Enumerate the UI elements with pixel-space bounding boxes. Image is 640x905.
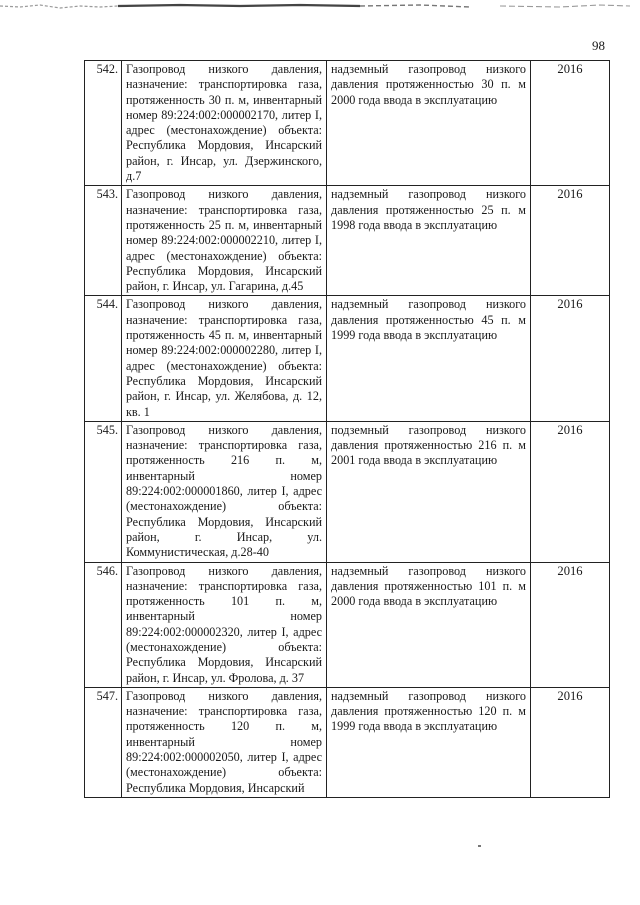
row-number: 545. — [85, 421, 122, 562]
page-number: 98 — [592, 38, 605, 53]
table-row — [85, 61, 610, 186]
object-description: подземный газопровод низкого давления протяженностью 216 п. м 2001 года ввода в эксплуатацию — [327, 421, 531, 562]
scan-dot-artifact — [478, 845, 481, 847]
object-year: 2016 — [531, 421, 610, 562]
table-row — [85, 186, 610, 296]
table-row — [85, 562, 610, 687]
object-name: Газопровод низкого давления, назначение: транспортировка газа, протяженность 30 п. м, инвентарный номер 89:224:002:000002170, литер I, адрес (местонахождение) объекта: Республика Мордовия, Инсарский район, г. Инсар, ул. Дзержинского, д.7 — [122, 61, 327, 186]
scan-edge-artifact — [0, 0, 640, 14]
row-number: 542. — [85, 61, 122, 186]
row-number: 546. — [85, 562, 122, 687]
object-name: Газопровод низкого давления, назначение: транспортировка газа, протяженность 216 п. м, инвентарный номер 89:224:002:000001860, литер I, адрес (местонахождение) объекта: Республика Мордовия, Инсарский район, г. Инсар, ул. Коммунистическая, д.28-40 — [122, 421, 327, 562]
row-number: 544. — [85, 296, 122, 421]
row-number: 547. — [85, 687, 122, 797]
object-year: 2016 — [531, 186, 610, 296]
object-year: 2016 — [531, 296, 610, 421]
object-description: надземный газопровод низкого давления протяженностью 45 п. м 1999 года ввода в эксплуатацию — [327, 296, 531, 421]
table-row — [85, 421, 610, 562]
object-description: надземный газопровод низкого давления протяженностью 101 п. м 2000 года ввода в эксплуатацию — [327, 562, 531, 687]
object-description: надземный газопровод низкого давления протяженностью 120 п. м 1999 года ввода в эксплуатацию — [327, 687, 531, 797]
object-name: Газопровод низкого давления, назначение: транспортировка газа, протяженность 25 п. м, инвентарный номер 89:224:002:000002210, литер I, адрес (местонахождение) объекта: Республика Мордовия, Инсарский район, г. Инсар, ул. Гагарина, д.45 — [122, 186, 327, 296]
property-registry-table — [84, 60, 610, 798]
object-name: Газопровод низкого давления, назначение: транспортировка газа, протяженность 101 п. м, инвентарный номер 89:224:002:000002320, литер I, адрес (местонахождение) объекта: Республика Мордовия, Инсарский район, г. Инсар, ул. Фролова, д. 37 — [122, 562, 327, 687]
object-name: Газопровод низкого давления, назначение: транспортировка газа, протяженность 45 п. м, инвентарный номер 89:224:002:000002280, литер I, адрес (местонахождение) объекта: Республика Мордовия, Инсарский район, г. Инсар, ул. Желябова, д. 12, кв. 1 — [122, 296, 327, 421]
object-description: надземный газопровод низкого давления протяженностью 25 п. м 1998 года ввода в эксплуатацию — [327, 186, 531, 296]
object-name: Газопровод низкого давления, назначение: транспортировка газа, протяженность 120 п. м, инвентарный номер 89:224:002:000002050, литер I, адрес (местонахождение) объекта: Республика Мордовия, Инсарский — [122, 687, 327, 797]
object-year: 2016 — [531, 687, 610, 797]
object-year: 2016 — [531, 61, 610, 186]
row-number: 543. — [85, 186, 122, 296]
table-row — [85, 296, 610, 421]
object-description: надземный газопровод низкого давления протяженностью 30 п. м 2000 года ввода в эксплуатацию — [327, 61, 531, 186]
table-row — [85, 687, 610, 797]
object-year: 2016 — [531, 562, 610, 687]
